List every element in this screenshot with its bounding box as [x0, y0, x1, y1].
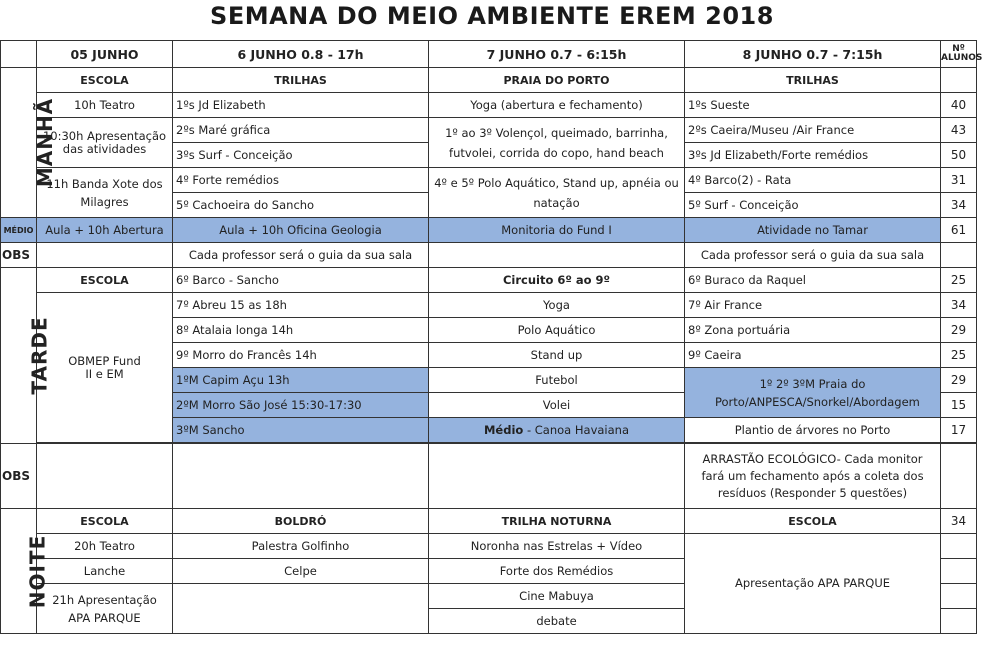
tarde-day3-item: Yoga	[429, 293, 685, 318]
obs2-day2	[173, 444, 429, 509]
manha-row-2	[1, 118, 977, 143]
manha-alunos: 31	[941, 168, 977, 193]
tarde-escola-body: OBMEP Fund II e EM	[37, 293, 173, 443]
noite-subheader-row	[1, 509, 977, 534]
tarde-day2-item: 7º Abreu 15 as 18h	[173, 293, 429, 318]
tarde-medio-rest: - Canoa Havaiana	[523, 422, 630, 437]
tarde-alunos: 29	[941, 318, 977, 343]
tarde-label	[1, 268, 52, 444]
medio-alunos: 61	[941, 218, 977, 243]
manha-label	[1, 68, 58, 218]
noite-alunos-empty	[941, 584, 977, 609]
obs-day3	[429, 243, 685, 268]
tarde-day3-item	[429, 418, 685, 443]
obs-label: OBS	[1, 243, 37, 268]
noite-day3-item: Cine Mabuya	[429, 584, 685, 609]
tarde-alunos: 25	[941, 268, 977, 293]
noite-row-1	[1, 534, 977, 559]
obs2-day3	[429, 444, 685, 509]
noite-day3-item: Noronha nas Estrelas + Vídeo	[429, 534, 685, 559]
manha-trilha-item: 2ºs Maré gráfica	[173, 118, 429, 143]
manha-subheader-row	[1, 68, 977, 93]
obs-row-2	[1, 444, 977, 509]
header-day-4: 8 JUNHO 0.7 - 7:15h	[685, 41, 941, 68]
manha-alunos: 50	[941, 143, 977, 168]
page-title: SEMANA DO MEIO AMBIENTE EREM 2018	[210, 2, 774, 30]
obs2-day4: ARRASTÃO ECOLÓGICO- Cada monitor fará um fechamento após a coleta dos resíduos (Responder 5 questões)	[685, 444, 941, 509]
medio-row	[1, 218, 977, 243]
tarde-sub-escola: ESCOLA	[37, 268, 173, 293]
manha-escola-item: 10:30h Apresentação das atividades	[37, 118, 173, 168]
medio-day3: Monitoria do Fund I	[429, 218, 685, 243]
manha-trilha2-item: 4º Barco(2) - Rata	[685, 168, 941, 193]
tarde-day3-item: Futebol	[429, 368, 685, 393]
tarde-day3-item: Circuito 6º ao 9º	[429, 268, 685, 293]
manha-row-4	[1, 168, 977, 193]
schedule-table	[0, 40, 983, 634]
noite-alunos: 34	[941, 509, 977, 534]
header-day-3: 7 JUNHO 0.7 - 6:15h	[429, 41, 685, 68]
noite-sub-boldro: BOLDRÓ	[173, 509, 429, 534]
noite-day3-item: Forte dos Remédios	[429, 559, 685, 584]
noite-label-text: NOITE	[25, 534, 50, 608]
tarde-day2-item: 6º Barco - Sancho	[173, 268, 429, 293]
manha-alunos: 40	[941, 93, 977, 118]
tarde-label-text: TARDE	[27, 316, 52, 395]
noite-alunos-empty	[941, 609, 977, 634]
tarde-day4-item: Plantio de árvores no Porto	[685, 418, 941, 443]
obs2-alunos	[941, 444, 977, 509]
obs2-label: OBS	[1, 444, 37, 509]
obs-alunos	[941, 243, 977, 268]
medio-escola: Aula + 10h Abertura	[37, 218, 173, 243]
obs-escola	[37, 243, 173, 268]
manha-sub-escola: ESCOLA	[37, 68, 173, 93]
manha-escola-item: 10h Teatro	[37, 93, 173, 118]
manha-praia-item: Yoga (abertura e fechamento)	[429, 93, 685, 118]
tarde-day2-item: 3ºM Sancho	[173, 418, 429, 443]
medio-label: MÉDIO	[1, 218, 37, 243]
tarde-alunos: 25	[941, 343, 977, 368]
header-day-1: 05 JUNHO	[37, 41, 173, 68]
tarde-day3-item: Stand up	[429, 343, 685, 368]
manha-trilha2-item: 2ºs Caeira/Museu /Air France	[685, 118, 941, 143]
tarde-day4-item: 1º 2º 3ºM Praia do Porto/ANPESCA/Snorkel/Abordagem	[685, 368, 941, 418]
manha-trilha-item: 3ºs Surf - Conceição	[173, 143, 429, 168]
manha-alunos: 34	[941, 193, 977, 218]
manha-row-1	[1, 93, 977, 118]
tarde-day2-item: 1ºM Capim Açu 13h	[173, 368, 429, 393]
manha-praia-item: 1º ao 3º Volençol, queimado, barrinha, futvolei, corrida do copo, hand beach	[429, 118, 685, 168]
noite-alunos-empty	[941, 534, 977, 559]
medio-day4: Atividade no Tamar	[685, 218, 941, 243]
tarde-row-1	[1, 268, 977, 293]
tarde-day4-item: 7º Air France	[685, 293, 941, 318]
manha-trilha2-item: 3ºs Jd Elizabeth/Forte remédios	[685, 143, 941, 168]
tarde-day2-item: 2ºM Morro São José 15:30-17:30	[173, 393, 429, 418]
tarde-day4-item: 6º Buraco da Raquel	[685, 268, 941, 293]
noite-escola-item: 21h Apresentação APA PARQUE	[37, 584, 173, 634]
tarde-alunos: 15	[941, 393, 977, 418]
tarde-day3-item: Polo Aquático	[429, 318, 685, 343]
noite-sub-trilha: TRILHA NOTURNA	[429, 509, 685, 534]
tarde-alunos: 34	[941, 293, 977, 318]
obs-row-1	[1, 243, 977, 268]
manha-sub-trilhas: TRILHAS	[173, 68, 429, 93]
noite-day4-body: Apresentação APA PARQUE	[685, 534, 941, 634]
medio-day2: Aula + 10h Oficina Geologia	[173, 218, 429, 243]
manha-alunos: 43	[941, 118, 977, 143]
tarde-alunos: 17	[941, 418, 977, 443]
obs-day4: Cada professor será o guia da sua sala	[685, 243, 941, 268]
noite-day2-item: Celpe	[173, 559, 429, 584]
tarde-alunos: 29	[941, 368, 977, 393]
tarde-day2-item: 9º Morro do Francês 14h	[173, 343, 429, 368]
manha-trilha-item: 5º Cachoeira do Sancho	[173, 193, 429, 218]
noite-day3-item: debate	[429, 609, 685, 634]
noite-sub-escola: ESCOLA	[37, 509, 173, 534]
tarde-medio-bold: Médio	[483, 422, 524, 437]
noite-day2-item: Palestra Golfinho	[173, 534, 429, 559]
noite-escola-item: 20h Teatro	[37, 534, 173, 559]
manha-sub-alunos	[941, 68, 977, 93]
noite-alunos-empty	[941, 559, 977, 584]
noite-escola-item: Lanche	[37, 559, 173, 584]
corner-cell	[1, 41, 37, 68]
manha-trilha2-item: 1ºs Sueste	[685, 93, 941, 118]
obs-day2: Cada professor será o guia da sua sala	[173, 243, 429, 268]
tarde-row-2	[1, 293, 977, 318]
manha-escola-item: 11h Banda Xote dos Milagres	[37, 168, 173, 218]
tarde-day4-item: 9º Caeira	[685, 343, 941, 368]
manha-praia-item: 4º e 5º Polo Aquático, Stand up, apnéia ou natação	[429, 168, 685, 218]
manha-label-text: MANHÃ	[33, 97, 58, 188]
noite-day2-empty	[173, 584, 429, 634]
manha-trilha-item: 1ºs Jd Elizabeth	[173, 93, 429, 118]
header-alunos: Nº ALUNOS	[941, 41, 977, 68]
manha-sub-trilhas-2: TRILHAS	[685, 68, 941, 93]
tarde-day2-item: 8º Atalaia longa 14h	[173, 318, 429, 343]
header-row	[1, 41, 977, 68]
header-day-2: 6 JUNHO 0.8 - 17h	[173, 41, 429, 68]
tarde-day4-item: 8º Zona portuária	[685, 318, 941, 343]
manha-sub-praia: PRAIA DO PORTO	[429, 68, 685, 93]
obs2-escola	[37, 444, 173, 509]
noite-label	[1, 509, 50, 634]
tarde-day3-item: Volei	[429, 393, 685, 418]
manha-trilha2-item: 5º Surf - Conceição	[685, 193, 941, 218]
manha-trilha-item: 4º Forte remédios	[173, 168, 429, 193]
noite-sub-escola-2: ESCOLA	[685, 509, 941, 534]
